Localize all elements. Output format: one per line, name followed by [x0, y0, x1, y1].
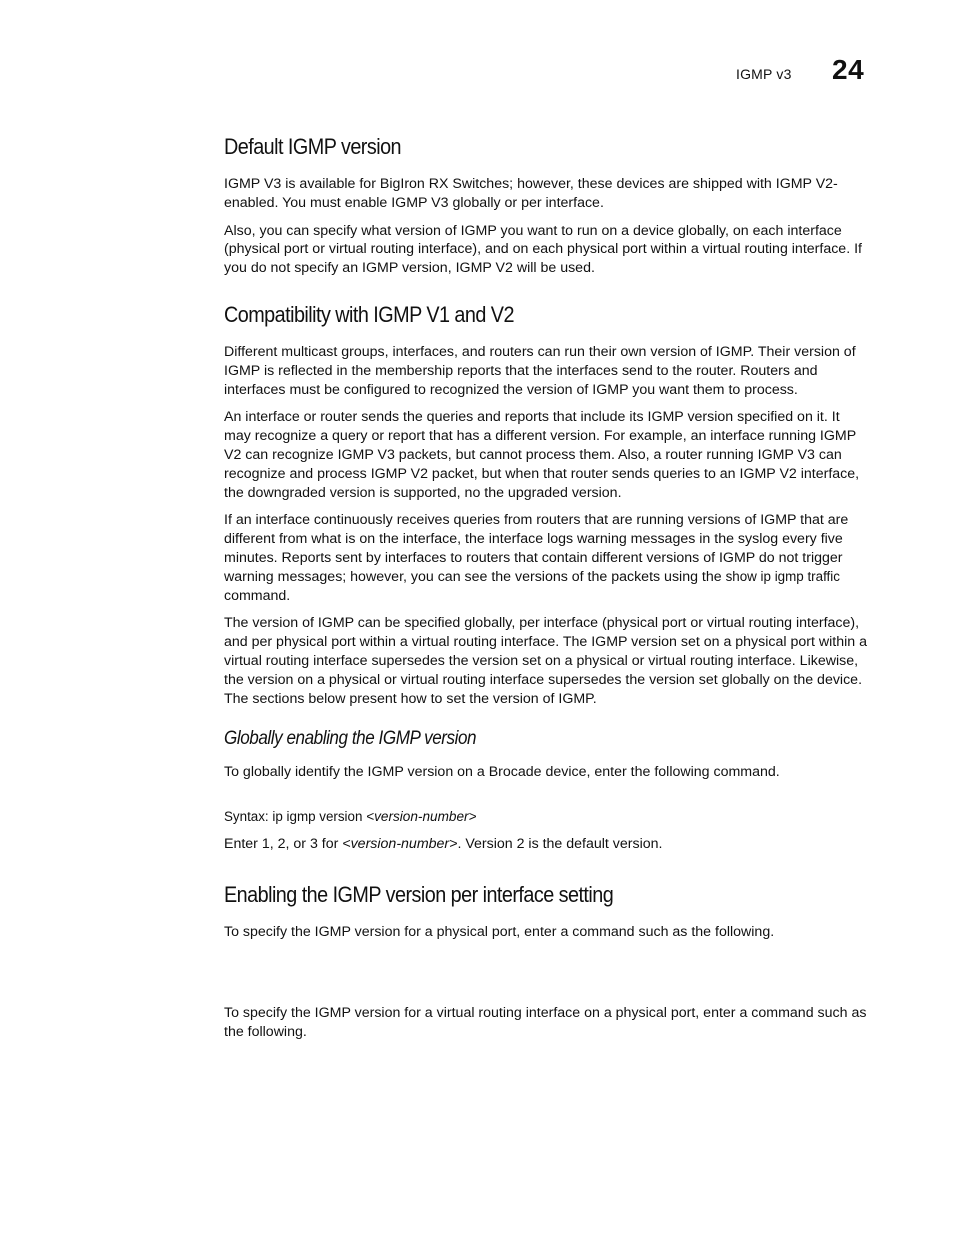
paragraph: An interface or router sends the queries and reports that include its IGMP version specified on it. It may recognize a query or report that has a different version. For example, an interface running IGMP V2 can recognize IGMP V3 packets, but cannot process them. Also, a router running IGMP V3 can recognize and process IGMP V2 packet, but when that router sends queries to an IGMP V2 interface, the downgraded version is supported, no the upgraded version. — [224, 409, 860, 501]
syntax-line — [224, 808, 870, 826]
syntax-command: Syntax: ip igmp version — [224, 809, 367, 825]
text: command. — [224, 587, 291, 604]
paragraph — [224, 835, 870, 854]
heading-default-igmp-version: Default IGMP version — [224, 134, 402, 159]
paragraph: To specify the IGMP version for a physical port, enter a command such as the following. — [224, 923, 775, 940]
text: Enter 1, 2, or 3 for — [224, 836, 343, 853]
syntax-argument: <version-number> — [366, 809, 477, 825]
text: If an interface continuously receives queries from routers that are running versions of IGMP that are different from what is on the interface, the interface logs warning messages in the syslog every five minutes. Reports sent by interfaces to routers that contain different versions of IGMP do not trigger warning messages; however, you can see the versions of the packets using the — [224, 512, 849, 585]
chapter-number: 24 — [832, 54, 865, 85]
paragraph — [224, 511, 870, 605]
heading-per-interface: Enabling the IGMP version per interface setting — [224, 881, 614, 907]
running-header-section: IGMP v3 — [736, 66, 792, 82]
heading-globally-enabling: Globally enabling the IGMP version — [224, 728, 477, 750]
paragraph: IGMP V3 is available for BigIron RX Switches; however, these devices are shipped with IGMP V2-enabled. You must enable IGMP V3 globally or per interface. — [224, 176, 838, 211]
page-content — [224, 133, 870, 1050]
paragraph: Different multicast groups, interfaces, and routers can run their own version of IGMP. Their version of IGMP is reflected in the membership reports that the interfaces send to the router. Routers and interfaces must be configured to recognized the version of IGMP you want them to process. — [224, 343, 856, 398]
command-text: show ip igmp traffic — [725, 568, 840, 584]
paragraph: To globally identify the IGMP version on a Brocade device, enter the following command. — [224, 764, 780, 781]
text: . Version 2 is the default version. — [457, 836, 663, 853]
paragraph: The version of IGMP can be specified globally, per interface (physical port or virtual routing interface), and per physical port within a virtual routing interface. The IGMP version set on a physical port within a virtual routing interface supersedes the version set on a physical or virtual routing interface. Likewise, the version on a physical or virtual routing interface supersedes the version set globally on the device. The sections below present how to set the version of IGMP. — [224, 615, 867, 707]
heading-compatibility: Compatibility with IGMP V1 and V2 — [224, 301, 514, 327]
argument-text: <version-number> — [342, 836, 458, 853]
paragraph: Also, you can specify what version of IGMP you want to run on a device globally, on each interface (physical port or virtual routing interface), and on each physical port within a virtual routing interface. If you do not specify an IGMP version, IGMP V2 will be used. — [224, 222, 862, 277]
paragraph: To specify the IGMP version for a virtual routing interface on a physical port, enter a command such as the following. — [224, 1004, 867, 1040]
